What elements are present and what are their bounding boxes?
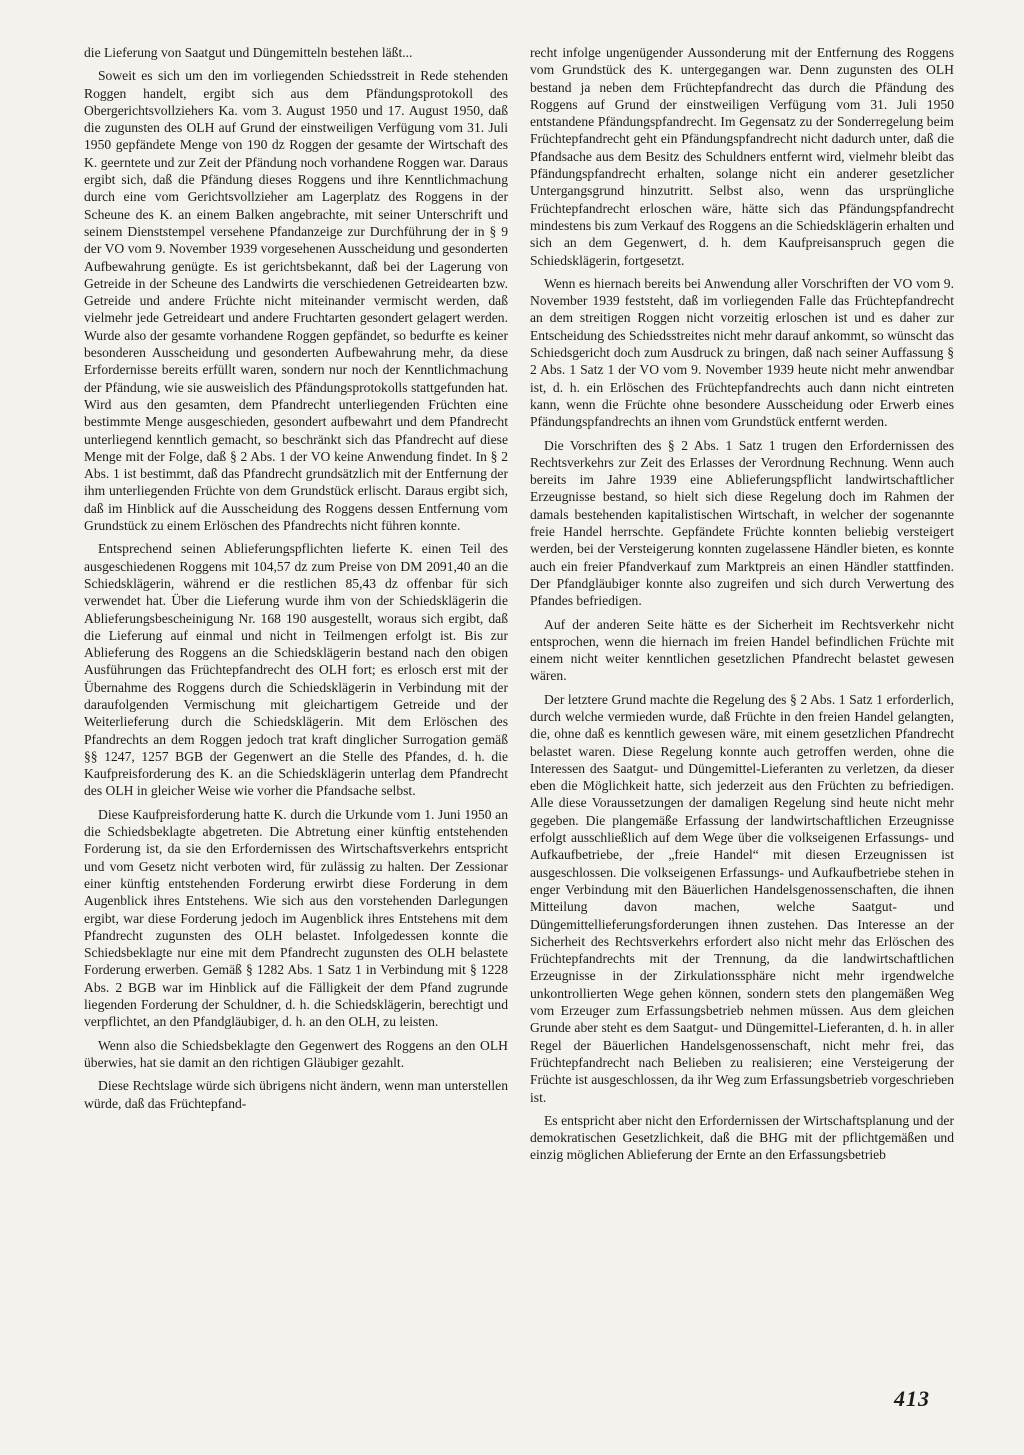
paragraph: Es entspricht aber nicht den Erfordernissen der Wirtschaftsplanung und der demokratischen Gesetzlichkeit, daß die BHG mit der pflichtgemäßen und einzig möglichen Ablieferung der Ernte an den Erfassungsbetrieb	[530, 1112, 954, 1163]
paragraph: Diese Rechtslage würde sich übrigens nicht ändern, wenn man unterstellen würde, daß das Früchtepfand-	[84, 1078, 508, 1111]
right-column	[530, 44, 954, 1170]
paragraph: Wenn es hiernach bereits bei Anwendung aller Vorschriften der VO vom 9. November 1939 feststeht, daß im vorliegenden Falle das Früchtepfandrecht an dem streitigen Roggen nicht vorzeitig erloschen ist und es daher zur Entscheidung des Schiedsstreites nicht mehr darauf ankommt, so wünscht das Schiedsgericht doch zum Ausdruck zu bringen, daß nach seiner Auffassung § 2 Abs. 1 Satz 1 der VO vom 9. November 1939 heute nicht mehr anwendbar ist, d. h. ein Erlöschen des Früchtepfandrechts auch dann nicht eintreten kann, wenn die Früchte ohne besondere Ausscheidung oder Erwerb eines Pfändungspfandrechts an ihnen vom Grundstück entfernt werden.	[530, 275, 954, 430]
left-column	[84, 44, 508, 1118]
paragraph: die Lieferung von Saatgut und Düngemitteln bestehen läßt...	[84, 45, 413, 60]
paragraph: Die Vorschriften des § 2 Abs. 1 Satz 1 trugen den Erfordernissen des Rechtsverkehrs zur Zeit des Erlasses der Verordnung Rechnung. Wenn auch bereits im Jahre 1939 eine Ablieferungspflicht landwirtschaftlicher Erzeugnisse bestand, so hielt sich diese Regelung doch im Rahmen der damals bestehenden kapitalistischen Wirtschaft, in welcher der sogenannte freie Handel herrschte. Gepfändete Früchte konnten beliebig versteigert werden, bei der Versteigerung konnten zugelassene Händler bieten, es konnte auch ein freier Pfandverkauf zum Marktpreis an einen Händler stattfinden. Der Pfandgläubiger konnte also zugreifen und sich durch Verwertung des Pfandes befriedigen.	[530, 437, 954, 609]
paragraph: Wenn also die Schiedsbeklagte den Gegenwert des Roggens an den OLH überwies, hat sie damit an den richtigen Gläubiger gezahlt.	[84, 1037, 508, 1070]
paragraph: recht infolge ungenügender Aussonderung mit der Entfernung des Roggens vom Grundstück des K. untergegangen war. Denn zugunsten des OLH bestand ja neben dem Früchtepfandrecht das durch die Pfändung des Roggens auf Grund der einstweiligen Verfügung vom 31. Juli 1950 entstandene Pfändungspfandrecht. Im Gegensatz zu der Sonderregelung beim Früchtepfandrecht geht ein Pfändungspfandrecht nicht dadurch unter, daß die Pfandsache aus dem Besitz des Schuldners entfernt wird, vielmehr bleibt das Pfändungspfandrecht erhalten, solange nicht ein anderer gesetzlicher Untergangsgrund hinzutritt. Selbst also, wenn das ursprüngliche Früchtepfandrecht erloschen wäre, hätte sich das Pfändungspfandrecht mindestens bis zum Verkauf des Roggens an die Schiedsklägerin erhalten und sich an dem Gegenwert, d. h. dem Kaufpreisanspruch gegen die Schiedsklägerin, fortgesetzt.	[530, 45, 954, 268]
paragraph: Diese Kaufpreisforderung hatte K. durch die Urkunde vom 1. Juni 1950 an die Schiedsbeklagte abgetreten. Die Abtretung einer künftig entstehenden Forderung ist, da sie den Erfordernissen des Wirtschaftsverkehrs entspricht und vom Gesetz nicht verboten wird, für zulässig zu halten. Der Zessionar einer künftig entstehenden Forderung erwirbt diese Forderung in dem Augenblick ihres Entstehens. Wie sich aus den vorstehenden Darlegungen ergibt, war diese Forderung jedoch im Augenblick ihres Entstehens mit dem Pfandrecht zugunsten des OLH belastet. Infolgedessen konnte die Schiedsbeklagte nur eine mit dem Pfandrecht zugunsten des OLH belastete Forderung erwerben. Gemäß § 1282 Abs. 1 Satz 1 in Verbindung mit § 1228 Abs. 2 BGB war im Hinblick auf die Fälligkeit der dem Pfand zugrunde liegenden Forderung der Schuldner, d. h. die Schiedsklägerin, berechtigt und verpflichtet, an den Pfandgläubiger, d. h. an den OLH, zu leisten.	[84, 806, 508, 1030]
paragraph: Soweit es sich um den im vorliegenden Schiedsstreit in Rede stehenden Roggen handelt, ergibt sich aus dem Pfändungsprotokoll des Obergerichtsvollziehers Ka. vom 3. August 1950 und 17. August 1950, daß die zugunsten des OLH auf Grund der einstweiligen Verfügung vom 31. Juli 1950 gepfändete Menge von 190 dz Roggen der gesamte der Wirtschaft des K. geerntete und zur Zeit der Pfändung noch vorhandene Roggen war. Daraus ergibt sich, daß die Pfändung dieses Roggens und ihre Kenntlichmachung durch eine vom Gerichtsvollzieher am Lagerplatz des Roggens in der Scheune des K. an einem Balken angebrachte, mit seiner Unterschrift und seinem Dienststempel versehene Pfandanzeige zur Durchführung der in § 9 der VO vom 9. November 1939 vorgesehenen Ausscheidung und gesonderten Aufbewahrung genügte. Es ist gerichtsbekannt, daß bei der Lagerung von Getreide in der Scheune des Landwirts die verschiedenen Getreidearten bzw. Getreide und andere Früchte nicht miteinander vermischt werden, daß vielmehr jede Getreideart und andere Fruchtarten gesondert gelagert werden. Wurde also der gesamte vorhandene Roggen gepfändet, so bedurfte es keiner besonderen Ausscheidung und gesonderten Aufbewahrung mehr, da diese Erfordernisse bereits erfüllt waren, sondern nur noch der Kenntlichmachung der Pfändung, wie sie ausweislich des Pfändungsprotokolls stattgefunden hat. Wird aus den gesamten, dem Pfandrecht unterliegenden Früchten eine bestimmte Menge ausgeschieden, gesondert aufbewahrt und dem Pfandrecht unterliegend kenntlich gemacht, so beschränkt sich das Pfandrecht auf diese Menge mit der Folge, daß § 2 Abs. 1 der VO keine Anwendung findet. In § 2 Abs. 1 ist bestimmt, daß das Pfandrecht grundsätzlich mit der Entfernung der ihm unterliegenden Früchte von dem Grundstück erlischt. Daraus ergibt sich, daß im Hinblick auf die Ausscheidung des Roggens dessen Entfernung vom Grundstück zu einem Erlöschen des Pfandrechts nicht führen konnte.	[84, 68, 508, 534]
paragraph: Der letztere Grund machte die Regelung des § 2 Abs. 1 Satz 1 erforderlich, durch welche vermieden wurde, daß Früchte in den freien Handel gelangten, die, ohne daß es kenntlich gewesen wäre, mit einem gesetzlichen Pfandrecht belastet waren. Diese Regelung konnte auch getroffen werden, ohne die Interessen des Saatgut- und Düngemittel-Lieferanten zu verletzen, da dieser eben die Möglichkeit hatte, sich jederzeit aus den Früchten zu befriedigen. Alle diese Voraussetzungen der damaligen Regelung sind heute nicht mehr gegeben. Die plangemäße Erfassung der landwirtschaftlichen Erzeugnisse erfolgt ausschließlich auf dem Wege über die volkseigenen Erfassungs- und Aufkaufbetriebe, der „freie Handel“ mit diesen Erzeugnissen ist ausgeschlossen. Die volkseigenen Erfassungs- und Aufkaufbetriebe stehen in enger Verbindung mit den Bäuerlichen Handelsgenossenschaften, die ihnen Mitteilung davon machen, welche Saatgut- und Düngemittellieferungsforderungen ihnen zustehen. Das Interesse an der Sicherheit des Rechtsverkehrs erfordert also nicht mehr das Erlöschen des Früchtepfandrechts mit der Trennung, da die landwirtschaftlichen Erzeugnisse in der Zirkulationssphäre nicht mehr irgendwelche unkontrollierten Wege gehen können, sondern stets den plangemäßen Weg vom Erzeuger zum Erfassungsbetrieb nehmen müssen. Aus dem gleichen Grunde aber steht es dem Saatgut- und Düngemittel-Lieferanten, d. h. in aller Regel der Bäuerlichen Handelsgenossenschaft, nicht mehr frei, das Früchtepfandrecht nach Belieben zu realisieren; eine Versteigerung der Früchte ist ausgeschlossen, da ihr Weg zum Erfassungsbetrieb vorgeschrieben ist.	[530, 691, 954, 1105]
paragraph: Entsprechend seinen Ablieferungspflichten lieferte K. einen Teil des ausgeschiedenen Roggens mit 104,57 dz zum Preise von DM 2091,40 an die Schiedsklägerin, während er die restlichen 85,43 dz offenbar für sich verwendet hat. Über die Lieferung wurde ihm von der Schiedsklägerin die Ablieferungsbescheinigung Nr. 168 190 ausgestellt, woraus sich ergibt, daß die Lieferung auf einmal und nicht in Teilmengen erfolgt ist. Bis zur Ablieferung des Roggens an die Schiedsklägerin bestand nach den obigen Ausführungen das Früchtepfandrecht des OLH fort; es erlosch erst mit der Übernahme des Roggens durch die Schiedsklägerin in Verbindung mit der daraufolgenden Vermischung mit gleichartigem Getreide und der Weiterlieferung durch die Schiedsklägerin. Mit dem Erlöschen des Pfandrechts an dem Roggen jedoch trat kraft dinglicher Surrogation gemäß §§ 1247, 1257 BGB der Gegenwert an die Stelle des Pfandes, d. h. die Kaufpreisforderung des K. an die Schiedsklägerin unterlag dem Pfandrecht des OLH in gleicher Weise wie vorher die Pfandsache selbst.	[84, 541, 508, 799]
paragraph: Auf der anderen Seite hätte es der Sicherheit im Rechtsverkehr nicht entsprochen, wenn die hiernach im freien Handel befindlichen Früchte mit einem nicht weiter kenntlichen gesetzlichen Pfandrecht belastet gewesen wären.	[530, 616, 954, 684]
page-number: 413	[894, 1386, 930, 1411]
